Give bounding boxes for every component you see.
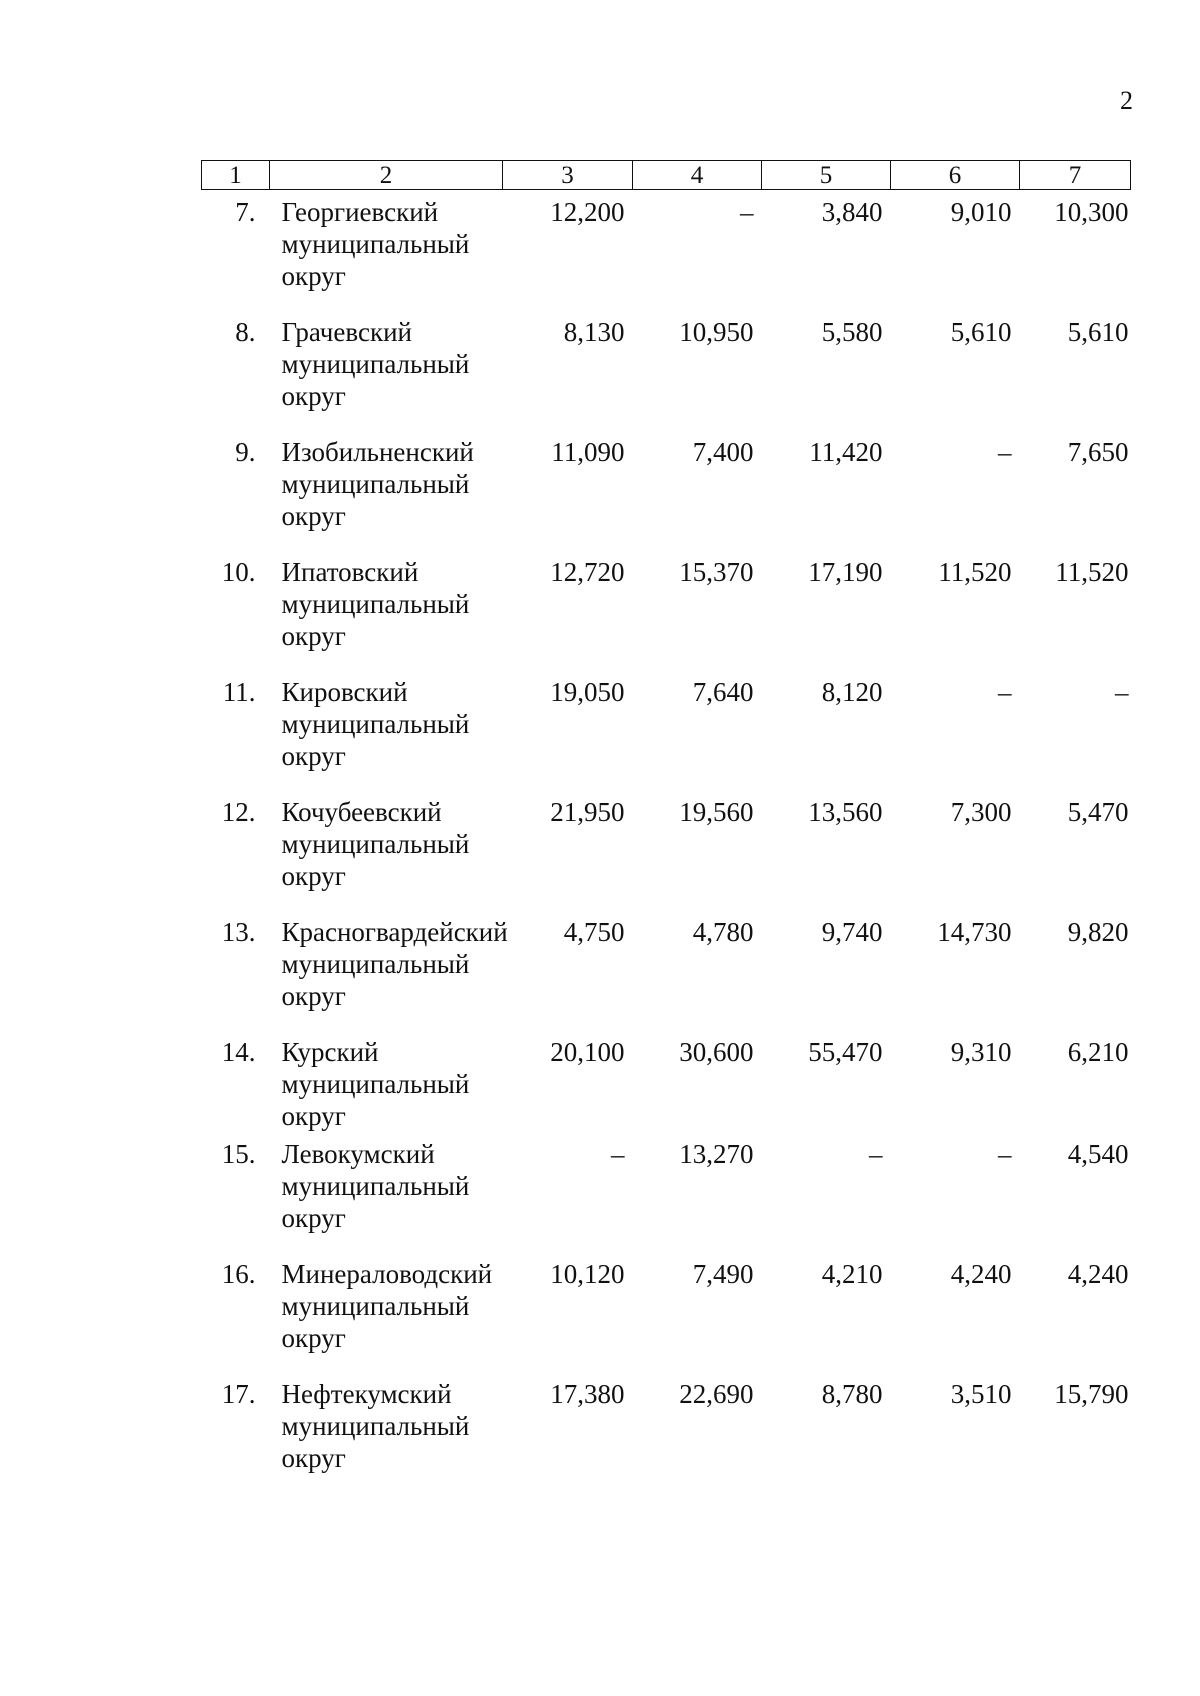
value-col-4: 30,600 bbox=[679, 1036, 754, 1067]
row-number: 12. bbox=[221, 796, 256, 827]
column-number-row bbox=[202, 161, 1131, 190]
value-col-4: 7,640 bbox=[692, 676, 754, 707]
column-header: 1 bbox=[202, 161, 270, 190]
value-col-3: 11,090 bbox=[551, 436, 625, 467]
district-name: Минераловодский муниципальный округ bbox=[281, 1258, 493, 1353]
district-name: Кировский муниципальный округ bbox=[281, 676, 470, 771]
value-col-6: 3,510 bbox=[950, 1378, 1012, 1409]
value-col-6: 7,300 bbox=[950, 796, 1012, 827]
value-col-7: 10,300 bbox=[1054, 197, 1129, 227]
value-col-5: 4,210 bbox=[821, 1258, 883, 1289]
value-col-7: 9,820 bbox=[1067, 916, 1129, 947]
value-col-3: 19,050 bbox=[550, 676, 625, 707]
column-header: 5 bbox=[762, 161, 891, 190]
row-number: 13. bbox=[221, 916, 256, 947]
value-col-6: – bbox=[998, 676, 1012, 707]
table-row bbox=[202, 1030, 1131, 1132]
value-col-3: 12,720 bbox=[550, 556, 625, 587]
table-row bbox=[202, 1252, 1131, 1372]
table-row bbox=[202, 430, 1131, 550]
page-number: 2 bbox=[1120, 86, 1133, 115]
row-number: 15. bbox=[221, 1138, 256, 1169]
value-col-4: 7,490 bbox=[692, 1258, 754, 1289]
value-col-5: 17,190 bbox=[808, 556, 883, 587]
row-number: 17. bbox=[221, 1378, 256, 1409]
district-name: Георгиевский муниципальный округ bbox=[281, 197, 470, 291]
value-col-4: 15,370 bbox=[679, 556, 754, 587]
value-col-5: 8,120 bbox=[821, 676, 883, 707]
district-name: Курский муниципальный округ bbox=[281, 1036, 470, 1131]
value-col-4: 7,400 bbox=[692, 436, 754, 467]
value-col-6: 9,010 bbox=[950, 197, 1012, 227]
table-row bbox=[202, 1372, 1131, 1492]
column-header: 7 bbox=[1020, 161, 1131, 190]
district-name: Нефтекумский муниципальный округ bbox=[281, 1378, 470, 1473]
row-number: 16. bbox=[221, 1258, 256, 1289]
value-col-7: 7,650 bbox=[1067, 436, 1129, 467]
row-number: 11. bbox=[222, 676, 256, 707]
value-col-5: 13,560 bbox=[808, 796, 883, 827]
value-col-7: – bbox=[1115, 676, 1129, 707]
table-row bbox=[202, 910, 1131, 1030]
value-col-4: 13,270 bbox=[679, 1138, 754, 1169]
value-col-3: 8,130 bbox=[563, 316, 625, 347]
row-number: 8. bbox=[235, 316, 256, 347]
column-header: 3 bbox=[503, 161, 633, 190]
data-table bbox=[201, 160, 1131, 1492]
value-col-5: 11,420 bbox=[809, 436, 883, 467]
value-col-6: 9,310 bbox=[950, 1036, 1012, 1067]
table-row bbox=[202, 190, 1131, 310]
row-number: 10. bbox=[221, 556, 256, 587]
district-name: Изобильненский муниципальный округ bbox=[281, 436, 474, 531]
value-col-7: 15,790 bbox=[1054, 1378, 1129, 1409]
value-col-4: 19,560 bbox=[679, 796, 754, 827]
column-header: 6 bbox=[891, 161, 1020, 190]
value-col-7: 5,610 bbox=[1067, 316, 1129, 347]
table-row bbox=[202, 790, 1131, 910]
value-col-6: 14,730 bbox=[937, 916, 1012, 947]
value-col-5: 55,470 bbox=[808, 1036, 883, 1067]
value-col-4: – bbox=[740, 197, 754, 227]
value-col-5: – bbox=[869, 1138, 883, 1169]
value-col-7: 11,520 bbox=[1055, 556, 1129, 587]
value-col-3: 17,380 bbox=[550, 1378, 625, 1409]
value-col-6: 11,520 bbox=[938, 556, 1012, 587]
table-row bbox=[202, 670, 1131, 790]
value-col-3: 20,100 bbox=[550, 1036, 625, 1067]
value-col-6: – bbox=[998, 436, 1012, 467]
value-col-7: 4,240 bbox=[1067, 1258, 1129, 1289]
column-header: 4 bbox=[633, 161, 762, 190]
table-row bbox=[202, 550, 1131, 670]
district-name: Левокумский муниципальный округ bbox=[281, 1138, 470, 1233]
value-col-3: – bbox=[611, 1138, 625, 1169]
value-col-7: 6,210 bbox=[1067, 1036, 1129, 1067]
district-name: Грачевский муниципальный округ bbox=[281, 316, 470, 411]
value-col-7: 5,470 bbox=[1067, 796, 1129, 827]
value-col-5: 3,840 bbox=[821, 197, 883, 227]
district-name: Красногвардейский муниципальный округ bbox=[281, 916, 508, 1011]
value-col-6: – bbox=[998, 1138, 1012, 1169]
value-col-6: 5,610 bbox=[950, 316, 1012, 347]
row-number: 9. bbox=[235, 436, 256, 467]
table-row bbox=[202, 310, 1131, 430]
table-row bbox=[202, 1132, 1131, 1252]
value-col-5: 5,580 bbox=[821, 316, 883, 347]
value-col-4: 4,780 bbox=[692, 916, 754, 947]
value-col-3: 4,750 bbox=[563, 916, 625, 947]
value-col-5: 9,740 bbox=[821, 916, 883, 947]
value-col-3: 12,200 bbox=[550, 197, 625, 227]
district-name: Кочубеевский муниципальный округ bbox=[281, 796, 470, 891]
district-name: Ипатовский муниципальный округ bbox=[281, 556, 470, 651]
row-number: 7. bbox=[235, 197, 256, 227]
value-col-3: 21,950 bbox=[550, 796, 625, 827]
value-col-7: 4,540 bbox=[1067, 1138, 1129, 1169]
value-col-4: 10,950 bbox=[679, 316, 754, 347]
row-number: 14. bbox=[221, 1036, 256, 1067]
value-col-4: 22,690 bbox=[679, 1378, 754, 1409]
column-header: 2 bbox=[270, 161, 503, 190]
value-col-5: 8,780 bbox=[821, 1378, 883, 1409]
value-col-3: 10,120 bbox=[550, 1258, 625, 1289]
value-col-6: 4,240 bbox=[950, 1258, 1012, 1289]
